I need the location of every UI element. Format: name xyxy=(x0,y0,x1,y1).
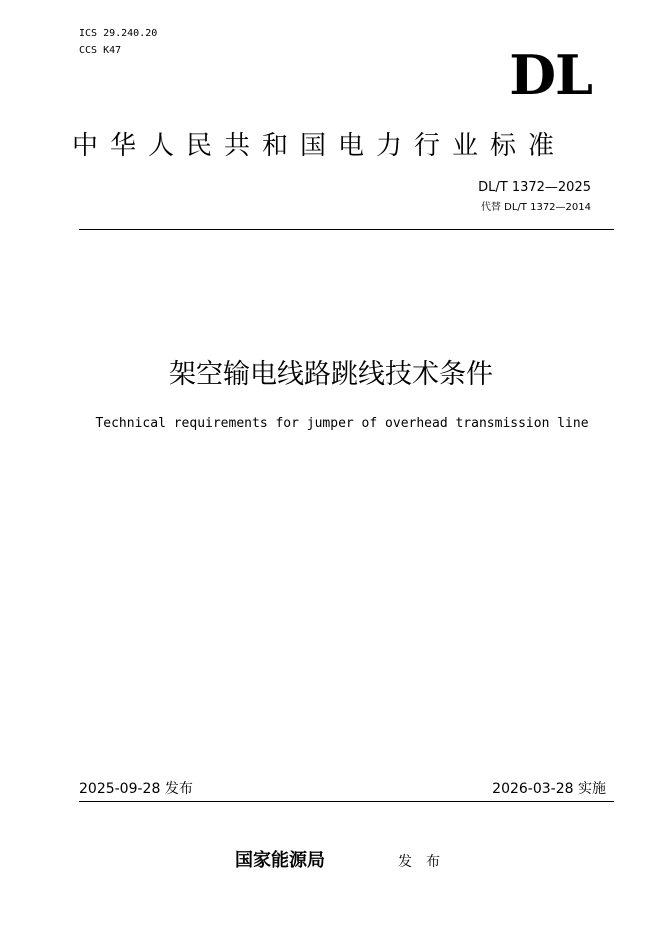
dl-logo: DL xyxy=(509,43,592,107)
implement-date: 2026-03-28 xyxy=(492,781,574,797)
implement-label: 实施 xyxy=(578,781,606,797)
publish-date-line xyxy=(79,779,193,799)
top-divider xyxy=(79,229,614,230)
publisher-action: 发布 xyxy=(398,854,454,870)
document-title: 架空输电线路跳线技术条件 xyxy=(169,359,493,390)
ics-code: ICS 29.240.20 xyxy=(79,28,158,39)
replaces-standard: 代替 DL/T 1372—2014 xyxy=(480,202,591,213)
publish-date: 2025-09-28 xyxy=(79,781,161,797)
ccs-code: CCS K47 xyxy=(79,45,122,56)
implement-date-line xyxy=(492,779,606,799)
standard-title: 中华人民共和国电力行业标准 xyxy=(72,131,567,161)
document-title-english: Technical requirements for jumper of overhead transmission line xyxy=(95,416,589,431)
bottom-divider xyxy=(79,801,614,802)
standard-number: DL/T 1372—2025 xyxy=(478,180,591,195)
publish-label: 发布 xyxy=(164,781,193,797)
publisher: 国家能源局 xyxy=(235,850,325,871)
